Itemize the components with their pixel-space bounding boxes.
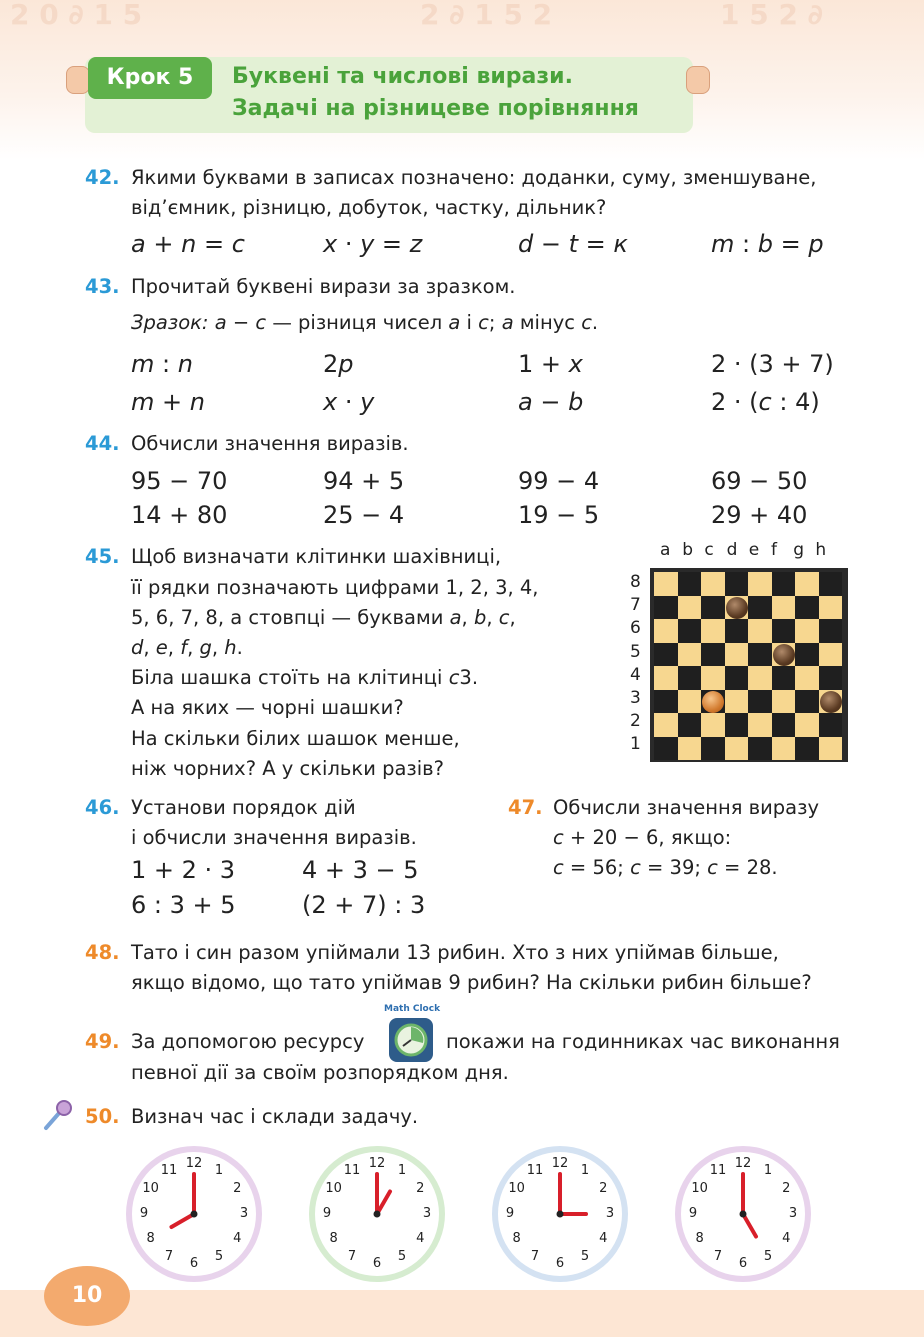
exercise-text: c + 20 − 6, якщо: [553, 826, 732, 849]
numeric-expression: 94 + 5 [323, 467, 405, 495]
exercise-text: Установи порядок дій [131, 796, 356, 819]
clock-numeral: 4 [782, 1231, 791, 1246]
letter-expression: 2p [323, 350, 354, 378]
page-footer [0, 1290, 924, 1337]
board-square [795, 572, 819, 596]
clock-center [557, 1211, 564, 1218]
numeric-expression: 99 − 4 [518, 467, 600, 495]
board-square [795, 690, 819, 714]
board-square [678, 690, 702, 714]
clock-numeral: 3 [239, 1206, 249, 1221]
clock-numeral: 3 [605, 1206, 615, 1221]
clock-numeral: 10 [508, 1181, 525, 1196]
exercise-text: Тато і син разом упіймали 13 рибин. Хто з них упіймав більше, [131, 941, 779, 964]
letter-expression: x · y = z [323, 230, 423, 258]
board-square [701, 619, 725, 643]
exercise-number: 45. [85, 545, 120, 568]
analog-clock [675, 1146, 811, 1282]
clock-numeral: 5 [214, 1249, 224, 1265]
letter-expression: 2 · (3 + 7) [711, 350, 834, 378]
clock-numeral: 6 [189, 1256, 199, 1271]
clock-numeral: 7 [347, 1249, 357, 1265]
clock-numeral: 6 [555, 1256, 565, 1271]
numeric-expression: 29 + 40 [711, 501, 808, 529]
board-square [654, 737, 678, 761]
exercise-text: Біла шашка стоїть на клітинці c3. [131, 666, 479, 689]
clock-numeral: 10 [325, 1181, 342, 1196]
clock-numeral: 11 [526, 1162, 544, 1178]
exercise-number: 47. [508, 796, 543, 819]
exercise-number: 43. [85, 275, 120, 298]
exercise-text: 5, 6, 7, 8, а стовпці — буквами a, b, c, [131, 606, 516, 629]
board-square [654, 690, 678, 714]
clock-numeral: 5 [763, 1249, 773, 1265]
board-square [819, 643, 843, 667]
analog-clock [492, 1146, 628, 1282]
board-square [678, 596, 702, 620]
hour-hand [171, 1214, 194, 1227]
clock-numeral: 3 [788, 1206, 798, 1221]
exercise-text: c = 56; c = 39; c = 28. [553, 856, 778, 879]
numeric-expression: 14 + 80 [131, 501, 228, 529]
clock-numeral: 8 [146, 1231, 155, 1246]
letter-expression: m : n [131, 350, 193, 378]
analog-clock [126, 1146, 262, 1282]
row-label: 3 [630, 688, 641, 708]
clock-numeral: 7 [713, 1249, 723, 1265]
exercise-text: На скільки білих шашок менше, [131, 727, 460, 750]
row-label: 6 [630, 618, 641, 639]
exercise-text: якщо відомо, що тато упіймав 9 рибин? На скільки рибин більше? [131, 971, 812, 994]
decorative-digit: 2 ∂ 1 5 2 [420, 0, 553, 31]
row-label: 5 [630, 641, 641, 662]
clock-numeral: 12 [368, 1156, 386, 1171]
numeric-expression: 1 + 2 · 3 [131, 856, 236, 884]
clock-numeral: 8 [512, 1231, 521, 1246]
clock-numeral: 6 [372, 1256, 382, 1271]
board-square [678, 713, 702, 737]
board-square [772, 572, 796, 596]
exercise-text: Визнач час і склади задачу. [131, 1105, 419, 1128]
clock-center [740, 1211, 747, 1218]
row-label: 2 [630, 711, 641, 732]
clock-app-icon[interactable] [389, 1018, 433, 1062]
exercise-number: 49. [85, 1030, 120, 1053]
exercise-number: 48. [85, 941, 120, 964]
decorative-digit: 1 5 2 ∂ [720, 0, 823, 31]
clock-numeral: 9 [139, 1206, 149, 1221]
clock-numeral: 6 [738, 1256, 748, 1271]
board-square [654, 643, 678, 667]
exercise-number: 44. [85, 432, 120, 455]
clock-numeral: 1 [214, 1162, 224, 1178]
letter-expression: a + n = c [131, 230, 245, 258]
clock-hands [309, 1146, 445, 1282]
pointing-hand-right-icon [686, 66, 710, 94]
row-label: 8 [630, 572, 641, 592]
board-square [678, 572, 702, 596]
numeric-expression: 6 : 3 + 5 [131, 891, 236, 919]
exercise-text: від’ємник, різницю, добуток, частку, дільник? [131, 196, 607, 219]
clock-numeral: 4 [416, 1231, 425, 1246]
board-square [654, 572, 678, 596]
letter-expression: a − b [518, 388, 584, 416]
board-square [725, 737, 749, 761]
page-number: 10 [44, 1266, 130, 1326]
board-square [748, 666, 772, 690]
board-square [772, 737, 796, 761]
board-square [748, 690, 772, 714]
column-label: g [793, 540, 804, 560]
clock-numeral: 9 [322, 1206, 332, 1221]
exercise-text: певної дії за своїм розпорядком дня. [131, 1061, 509, 1084]
board-square [748, 713, 772, 737]
letter-expression: 1 + x [518, 350, 583, 378]
clock-hands [126, 1146, 262, 1282]
exercise-number: 46. [85, 796, 120, 819]
exercise-text: і обчисли значення виразів. [131, 826, 417, 849]
column-label: a [660, 540, 671, 560]
board-square [725, 690, 749, 714]
board-square [795, 737, 819, 761]
column-label: e [748, 540, 760, 560]
clock-numeral: 11 [343, 1162, 361, 1178]
board-square [678, 619, 702, 643]
board-square [748, 572, 772, 596]
board-square [725, 666, 749, 690]
clock-numeral: 11 [160, 1162, 178, 1178]
clock-numeral: 12 [185, 1156, 203, 1171]
board-square [748, 643, 772, 667]
clock-numeral: 2 [599, 1181, 608, 1196]
clock-numeral: 2 [416, 1181, 425, 1196]
clock-numeral: 2 [782, 1181, 791, 1196]
clock-numeral: 10 [691, 1181, 708, 1196]
exercise-text: d, e, f, g, h. [131, 636, 243, 659]
board-square [819, 619, 843, 643]
exercise-text: її рядки позначають цифрами 1, 2, 3, 4, [131, 576, 539, 599]
clock-numeral: 1 [763, 1162, 773, 1178]
board-square [772, 690, 796, 714]
board-square [772, 713, 796, 737]
step-badge: Крок 5 [88, 57, 212, 99]
clock-numeral: 1 [397, 1162, 407, 1178]
board-square [701, 737, 725, 761]
board-square [819, 572, 843, 596]
board-square [772, 619, 796, 643]
column-label: d [726, 540, 738, 560]
board-square [701, 572, 725, 596]
clock-numeral: 5 [580, 1249, 590, 1265]
clock-numeral: 3 [422, 1206, 432, 1221]
column-label: b [682, 540, 693, 560]
board-square [654, 596, 678, 620]
black-checker [726, 597, 748, 619]
board-square [795, 596, 819, 620]
column-label: h [815, 540, 827, 560]
board-square [795, 713, 819, 737]
board-square [819, 713, 843, 737]
numeric-expression: 95 − 70 [131, 467, 228, 495]
clock-numeral: 5 [397, 1249, 407, 1265]
hour-hand [743, 1214, 756, 1237]
board-square [748, 737, 772, 761]
board-square [701, 713, 725, 737]
exercise-text: Прочитай буквені вирази за зразком. [131, 275, 516, 298]
board-square [701, 643, 725, 667]
board-square [795, 619, 819, 643]
letter-expression: m : b = p [711, 230, 824, 258]
board-square [654, 666, 678, 690]
exercise-text: За допомогою ресурсу [131, 1030, 365, 1053]
column-label: f [771, 540, 777, 560]
board-square [795, 643, 819, 667]
microphone-icon [42, 1098, 74, 1136]
board-square [748, 619, 772, 643]
board-square [678, 666, 702, 690]
clock-numeral: 1 [580, 1162, 590, 1178]
clock-center [374, 1211, 381, 1218]
white-checker [702, 691, 724, 713]
exercise-text: покажи на годинниках час виконання [446, 1030, 840, 1053]
board-square [701, 666, 725, 690]
analog-clock [309, 1146, 445, 1282]
numeric-expression: 25 − 4 [323, 501, 405, 529]
row-label: 1 [630, 734, 641, 755]
board-square [725, 643, 749, 667]
board-square [725, 572, 749, 596]
clock-numeral: 8 [329, 1231, 338, 1246]
board-square [654, 619, 678, 643]
clock-center [191, 1211, 198, 1218]
exercise-text: Обчисли значення виразу [553, 796, 820, 819]
row-label: 7 [630, 595, 641, 616]
exercise-text: Якими буквами в записах позначено: доданки, суму, зменшуване, [131, 166, 817, 189]
exercise-text: А на яких — чорні шашки? [131, 696, 404, 719]
row-label: 4 [630, 664, 641, 685]
clock-numeral: 9 [688, 1206, 698, 1221]
clock-numeral: 4 [599, 1231, 608, 1246]
board-square [819, 666, 843, 690]
pointing-hand-left-icon [66, 66, 90, 94]
board-square [795, 666, 819, 690]
numeric-expression: 4 + 3 − 5 [302, 856, 419, 884]
board-square [654, 713, 678, 737]
clock-numeral: 4 [233, 1231, 242, 1246]
board-square [772, 596, 796, 620]
board-square [819, 596, 843, 620]
exercise-number: 50. [85, 1105, 120, 1128]
clock-hands [675, 1146, 811, 1282]
letter-expression: x · y [323, 388, 375, 416]
exercise-number: 42. [85, 166, 120, 189]
column-label: c [704, 540, 714, 560]
decorative-digit: 2 0 ∂ 1 5 [10, 0, 143, 31]
board-square [748, 596, 772, 620]
exercise-text: Обчисли значення виразів. [131, 432, 409, 455]
board-square [725, 619, 749, 643]
numeric-expression: 19 − 5 [518, 501, 600, 529]
board-square [678, 737, 702, 761]
letter-expression: m + n [131, 388, 205, 416]
clock-hands [492, 1146, 628, 1282]
numeric-expression: (2 + 7) : 3 [302, 891, 426, 919]
black-checker [820, 691, 842, 713]
clock-numeral: 12 [551, 1156, 569, 1171]
clock-numeral: 9 [505, 1206, 515, 1221]
board-square [819, 737, 843, 761]
clock-numeral: 12 [734, 1156, 752, 1171]
exercise-text: Щоб визначати клітинки шахівниці, [131, 545, 502, 568]
board-square [772, 666, 796, 690]
numeric-expression: 69 − 50 [711, 467, 808, 495]
black-checker [773, 644, 795, 666]
clock-numeral: 7 [164, 1249, 174, 1265]
clock-numeral: 2 [233, 1181, 242, 1196]
board-square [678, 643, 702, 667]
letter-expression: 2 · (c : 4) [711, 388, 820, 416]
letter-expression: d − t = к [518, 230, 628, 258]
clock-numeral: 8 [695, 1231, 704, 1246]
clock-numeral: 10 [142, 1181, 159, 1196]
checkers-board [650, 568, 848, 762]
lesson-title-line1: Буквені та числові вирази. [232, 64, 573, 89]
exercise-text: ніж чорних? А у скільки разів? [131, 757, 445, 780]
clock-numeral: 7 [530, 1249, 540, 1265]
lesson-title-line2: Задачі на різницеве порівняння [232, 96, 639, 121]
board-square [725, 713, 749, 737]
board-square [701, 596, 725, 620]
sample-text: Зразок: a − c — різниця чисел a і c; a мінус c. [131, 311, 599, 334]
clock-numeral: 11 [709, 1162, 727, 1178]
app-label: Math Clock [384, 1004, 441, 1014]
